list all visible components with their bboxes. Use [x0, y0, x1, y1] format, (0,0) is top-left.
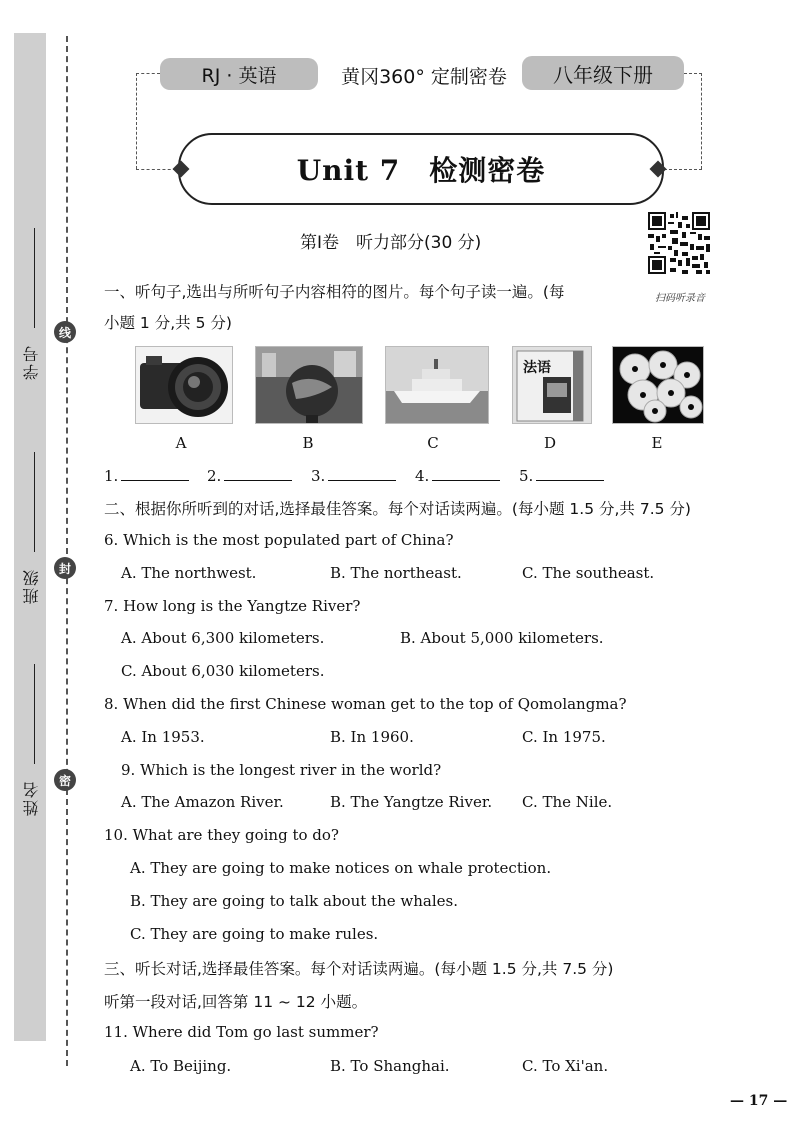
q7-option-a[interactable]: A. About 6,300 kilometers.: [121, 629, 325, 647]
answer-number: 4.: [415, 467, 430, 485]
q10-option-a[interactable]: A. They are going to make notices on whale protection.: [130, 859, 552, 877]
globe-sculpture-icon: [256, 347, 362, 423]
subject-badge: RJ · 英语: [160, 58, 318, 90]
q9-option-c[interactable]: C. The Nile.: [522, 793, 613, 811]
header-dash-right-vertical: [701, 73, 702, 169]
name-line: [34, 664, 35, 764]
q11-option-a[interactable]: A. To Beijing.: [130, 1057, 232, 1075]
blank-line[interactable]: [432, 466, 500, 481]
book-title: 法语: [523, 360, 551, 376]
q8-option-b[interactable]: B. In 1960.: [330, 728, 414, 746]
qr-caption: 扫码听录音: [655, 293, 705, 304]
q9-stem: 9. Which is the longest river in the world?: [121, 761, 442, 779]
part3-instruction: 三、听长对话,选择最佳答案。每个对话读两遍。(每小题 1.5 分,共 7.5 分): [104, 960, 614, 978]
picture-b-globe: [255, 346, 363, 424]
answer-blank-5[interactable]: [519, 466, 604, 485]
q10-stem: 10. What are they going to do?: [104, 826, 339, 844]
blank-line[interactable]: [121, 466, 189, 481]
qr-code-icon[interactable]: [648, 212, 710, 274]
picture-label-d: D: [543, 434, 557, 452]
part3-sub-instruction: 听第一段对话,回答第 11 ~ 12 小题。: [104, 993, 368, 1011]
header-dash-right-bottom: [664, 169, 702, 170]
answer-blank-2[interactable]: [207, 466, 292, 485]
series-title: 黄冈360° 定制密卷: [341, 65, 507, 88]
page-number: — 17 —: [730, 1093, 788, 1109]
cd-discs-icon: [613, 347, 703, 423]
header-dash-left-vertical: [136, 73, 137, 169]
picture-label-a: A: [175, 434, 187, 452]
q11-option-c[interactable]: C. To Xi'an.: [522, 1057, 609, 1075]
student-id-label: 学号: [22, 344, 41, 380]
camera-icon: [136, 347, 232, 423]
header-dash-right: [684, 73, 702, 74]
picture-a-camera: [135, 346, 233, 424]
answer-number: 1.: [104, 467, 119, 485]
page-title: Unit 7 检测密卷: [296, 154, 546, 187]
cut-line: [66, 36, 68, 1066]
q8-option-c[interactable]: C. In 1975.: [522, 728, 606, 746]
answer-blank-4[interactable]: [415, 466, 500, 485]
seal-marker-xian: 线: [54, 321, 76, 343]
ship-icon: [386, 347, 488, 423]
grade-badge: 八年级下册: [522, 56, 684, 90]
part1-instruction-line2: 小题 1 分,共 5 分): [104, 314, 232, 332]
answer-number: 2.: [207, 467, 222, 485]
q9-option-b[interactable]: B. The Yangtze River.: [330, 793, 493, 811]
blank-line[interactable]: [224, 466, 292, 481]
picture-e-cds: [612, 346, 704, 424]
q6-option-c[interactable]: C. The southeast.: [522, 564, 655, 582]
answer-blank-1[interactable]: [104, 466, 189, 485]
q8-stem: 8. When did the first Chinese woman get to the top of Qomolangma?: [104, 695, 627, 713]
part1-instruction-line1: 一、听句子,选出与所听句子内容相符的图片。每个句子读一遍。(每: [104, 283, 565, 301]
blank-line[interactable]: [328, 466, 396, 481]
q7-option-c[interactable]: C. About 6,030 kilometers.: [121, 662, 325, 680]
answer-number: 5.: [519, 467, 534, 485]
picture-label-b: B: [302, 434, 314, 452]
picture-label-c: C: [427, 434, 439, 452]
q10-option-c[interactable]: C. They are going to make rules.: [130, 925, 379, 943]
q6-option-a[interactable]: A. The northwest.: [121, 564, 257, 582]
binding-strip: [14, 33, 46, 1041]
q7-stem: 7. How long is the Yangtze River?: [104, 597, 361, 615]
class-label: 班级: [22, 568, 41, 604]
header-dash-left: [136, 73, 160, 74]
name-label: 姓名: [22, 780, 41, 816]
q6-option-b[interactable]: B. The northeast.: [330, 564, 462, 582]
q9-option-a[interactable]: A. The Amazon River.: [121, 793, 284, 811]
picture-label-e: E: [651, 434, 663, 452]
q11-option-b[interactable]: B. To Shanghai.: [330, 1057, 450, 1075]
part2-instruction: 二、根据你所听到的对话,选择最佳答案。每个对话读两遍。(每小题 1.5 分,共 7.5 分): [104, 500, 691, 518]
picture-d-french-book: [512, 346, 592, 424]
seal-marker-mi: 密: [54, 769, 76, 791]
seal-marker-feng: 封: [54, 557, 76, 579]
student-id-line: [34, 228, 35, 328]
q11-stem: 11. Where did Tom go last summer?: [104, 1023, 379, 1041]
section-title: 第Ⅰ卷 听力部分(30 分): [300, 233, 482, 253]
answer-number: 3.: [311, 467, 326, 485]
q7-option-b[interactable]: B. About 5,000 kilometers.: [400, 629, 604, 647]
q8-option-a[interactable]: A. In 1953.: [121, 728, 205, 746]
picture-c-ship: [385, 346, 489, 424]
q6-stem: 6. Which is the most populated part of China?: [104, 531, 454, 549]
class-line: [34, 452, 35, 552]
blank-line[interactable]: [536, 466, 604, 481]
header-dash-left-bottom: [136, 169, 176, 170]
q10-option-b[interactable]: B. They are going to talk about the whales.: [130, 892, 458, 910]
answer-blank-3[interactable]: [311, 466, 396, 485]
